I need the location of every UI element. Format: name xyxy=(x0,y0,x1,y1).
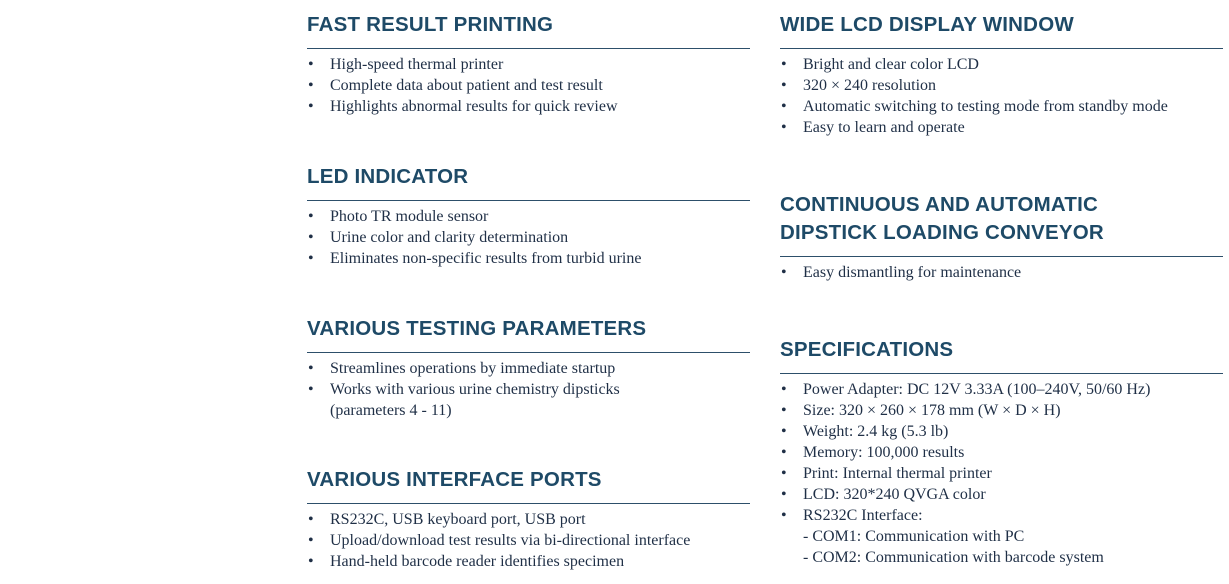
divider xyxy=(307,200,750,201)
list-item: • Urine color and clarity determination xyxy=(307,227,750,248)
section-heading: LED INDICATOR xyxy=(307,165,469,188)
list-item: • LCD: 320*240 QVGA color xyxy=(780,484,1223,505)
section-specifications xyxy=(780,336,1223,568)
list-subitem: - COM1: Communication with PC xyxy=(803,528,1025,545)
list-item: • Memory: 100,000 results xyxy=(780,442,1223,463)
list-item: • Hand-held barcode reader identifies specimen xyxy=(307,551,750,572)
divider xyxy=(780,373,1223,374)
section-various-testing-parameters xyxy=(307,315,750,421)
section-continuous-dipstick-conveyor xyxy=(780,191,1223,283)
divider xyxy=(780,256,1223,257)
list-item: • Easy dismantling for maintenance xyxy=(780,262,1223,283)
section-heading: VARIOUS INTERFACE PORTS xyxy=(307,468,602,491)
list-item: • Easy to learn and operate xyxy=(780,117,1223,138)
divider xyxy=(307,503,750,504)
section-heading: VARIOUS TESTING PARAMETERS xyxy=(307,317,647,340)
feature-list xyxy=(780,54,1223,138)
feature-list xyxy=(307,509,750,572)
section-led-indicator xyxy=(307,163,750,269)
list-item: • Works with various urine chemistry dipsticks xyxy=(307,379,750,400)
list-item: • Automatic switching to testing mode from standby mode xyxy=(780,96,1223,117)
list-item: • Photo TR module sensor xyxy=(307,206,750,227)
section-heading xyxy=(780,191,1223,247)
divider xyxy=(307,48,750,49)
section-fast-result-printing xyxy=(307,11,750,117)
section-heading: FAST RESULT PRINTING xyxy=(307,13,554,36)
feature-list xyxy=(307,358,750,421)
section-heading: WIDE LCD DISPLAY WINDOW xyxy=(780,13,1074,36)
feature-list xyxy=(780,262,1223,283)
divider xyxy=(307,352,750,353)
list-item: • Complete data about patient and test result xyxy=(307,75,750,96)
list-item: • Highlights abnormal results for quick review xyxy=(307,96,750,117)
list-item: • Bright and clear color LCD xyxy=(780,54,1223,75)
list-item: • Eliminates non-specific results from turbid urine xyxy=(307,248,750,269)
list-item: • Size: 320 × 260 × 178 mm (W × D × H) xyxy=(780,400,1223,421)
list-item-continuation: (parameters 4 - 11) xyxy=(330,402,452,419)
list-item: • RS232C Interface: xyxy=(780,505,1223,526)
divider xyxy=(780,48,1223,49)
list-item: • 320 × 240 resolution xyxy=(780,75,1223,96)
feature-list xyxy=(307,206,750,269)
list-item: • Streamlines operations by immediate startup xyxy=(307,358,750,379)
list-item: • Upload/download test results via bi-directional interface xyxy=(307,530,750,551)
heading-line: CONTINUOUS AND AUTOMATIC xyxy=(780,193,1098,216)
spec-list xyxy=(780,379,1223,568)
list-subitem: - COM2: Communication with barcode system xyxy=(803,549,1104,566)
list-item: • Print: Internal thermal printer xyxy=(780,463,1223,484)
list-item: • Power Adapter: DC 12V 3.33A (100–240V, 50/60 Hz) xyxy=(780,379,1223,400)
list-item: • Weight: 2.4 kg (5.3 lb) xyxy=(780,421,1223,442)
section-wide-lcd-display-window xyxy=(780,11,1223,138)
heading-line: DIPSTICK LOADING CONVEYOR xyxy=(780,221,1104,244)
list-item: • High-speed thermal printer xyxy=(307,54,750,75)
section-heading: SPECIFICATIONS xyxy=(780,338,954,361)
list-item: • RS232C, USB keyboard port, USB port xyxy=(307,509,750,530)
section-various-interface-ports xyxy=(307,466,750,572)
feature-list xyxy=(307,54,750,117)
